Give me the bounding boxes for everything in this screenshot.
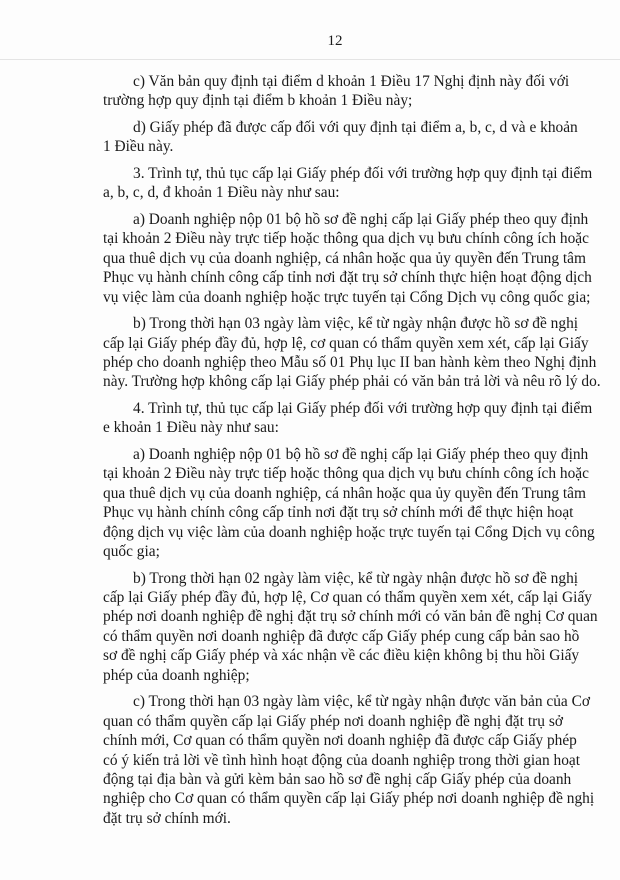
text-line: động tại địa bàn và gửi kèm bản sao hồ sơ đề nghị cấp Giấy phép của doanh (103, 770, 572, 788)
paragraph (103, 445, 595, 561)
text-line: sơ đề nghị cấp Giấy phép và xác nhận về các điều kiện không bị thu hồi Giấy (103, 647, 580, 665)
text-line: d) Giấy phép đã được cấp đối với quy định tại điểm a, b, c, d và e khoản (133, 119, 578, 136)
text-line: b) Trong thời hạn 03 ngày làm việc, kể từ ngày nhận được hồ sơ đề nghị (133, 315, 579, 333)
text-line: 4. Trình tự, thủ tục cấp lại Giấy phép đối với trường hợp quy định tại điểm (133, 400, 593, 418)
text-line: quan có thẩm quyền cấp lại Giấy phép nơi doanh nghiệp đề nghị đặt trụ sở (103, 712, 563, 730)
paragraph (103, 72, 570, 111)
text-line: nghiệp cho Cơ quan có thẩm quyền cấp lại Giấy phép nơi doanh nghiệp đề nghị (103, 790, 595, 808)
text-line: e khoản 1 Điều này như sau: (103, 419, 279, 437)
paragraph (103, 210, 592, 307)
scan-artifact-line (0, 59, 620, 60)
text-line: a) Doanh nghiệp nộp 01 bộ hồ sơ đề nghị cấp lại Giấy phép theo quy định (133, 446, 589, 464)
text-line: Phục vụ hành chính công cấp tỉnh nơi đặt trụ sở chính mới để thực hiện hoạt (103, 504, 574, 522)
paragraph (103, 314, 601, 392)
text-line: cấp lại Giấy phép đầy đủ, hợp lệ, Cơ quan có thẩm quyền xem xét, cấp lại Giấy (103, 589, 592, 607)
text-line: đặt trụ sở chính mới. (103, 809, 231, 827)
text-line: chính mới, Cơ quan có thẩm quyền nơi doanh nghiệp đã được cấp Giấy phép (103, 732, 577, 750)
text-line: trường hợp quy định tại điểm b khoản 1 Điều này; (103, 92, 413, 110)
text-line: phép cho doanh nghiệp theo Mẫu số 01 Phụ lục II ban hành kèm theo Nghị định (103, 354, 597, 372)
text-line: a) Doanh nghiệp nộp 01 bộ hồ sơ đề nghị cấp lại Giấy phép theo quy định (133, 211, 589, 228)
text-line: Phục vụ hành chính công cấp tỉnh nơi đặt trụ sở chính thực hiện hoạt động dịch (103, 269, 592, 287)
paragraph (103, 118, 578, 157)
text-line: quốc gia; (103, 543, 160, 561)
paragraph (103, 164, 593, 203)
text-line: 1 Điều này. (103, 138, 174, 156)
page-number: 12 (327, 33, 343, 49)
text-line: vụ việc làm của doanh nghiệp hoặc trực tuyến tại Cổng Dịch vụ công quốc gia; (103, 288, 591, 306)
text-line: này. Trường hợp không cấp lại Giấy phép phải có văn bản trả lời và nêu rõ lý do. (103, 373, 601, 391)
document-body (103, 72, 601, 835)
paragraph (103, 692, 595, 828)
text-line: tại khoản 2 Điều này trực tiếp hoặc thông qua dịch vụ bưu chính công ích hoặc (103, 230, 589, 248)
text-line: tại khoản 2 Điều này trực tiếp hoặc thông qua dịch vụ bưu chính công ích hoặc (103, 465, 589, 483)
text-line: 3. Trình tự, thủ tục cấp lại Giấy phép đối với trường hợp quy định tại điểm (133, 165, 593, 182)
paragraph (103, 399, 593, 438)
text-line: qua thuê dịch vụ của doanh nghiệp, cá nhân hoặc qua ủy quyền đến Trung tâm (103, 249, 586, 267)
paragraph (103, 569, 598, 685)
text-line: c) Trong thời hạn 03 ngày làm việc, kể từ ngày nhận được văn bản của Cơ (133, 693, 590, 711)
text-line: a, b, c, d, đ khoản 1 Điều này như sau: (103, 184, 340, 202)
text-line: có thẩm quyền nơi doanh nghiệp đã được cấp Giấy phép cung cấp bản sao hồ (103, 627, 580, 645)
text-line: có ý kiến trả lời về tình hình hoạt động của doanh nghiệp trong thời gian hoạt (103, 751, 581, 769)
text-line: phép của doanh nghiệp; (103, 666, 250, 684)
text-line: động dịch vụ việc làm của doanh nghiệp hoặc trực tuyến tại Cổng Dịch vụ công (103, 523, 595, 541)
text-line: phép nơi doanh nghiệp đề nghị đặt trụ sở chính mới có văn bản đề nghị Cơ quan (103, 608, 598, 626)
text-line: cấp lại Giấy phép đầy đủ, hợp lệ, cơ quan có thẩm quyền xem xét, cấp lại Giấy (103, 334, 589, 352)
text-line: qua thuê dịch vụ của doanh nghiệp, cá nhân hoặc qua ủy quyền đến Trung tâm (103, 484, 586, 502)
text-line: b) Trong thời hạn 02 ngày làm việc, kể từ ngày nhận được hồ sơ đề nghị (133, 569, 579, 587)
text-line: c) Văn bản quy định tại điểm d khoản 1 Điều 17 Nghị định này đối với (133, 73, 570, 90)
